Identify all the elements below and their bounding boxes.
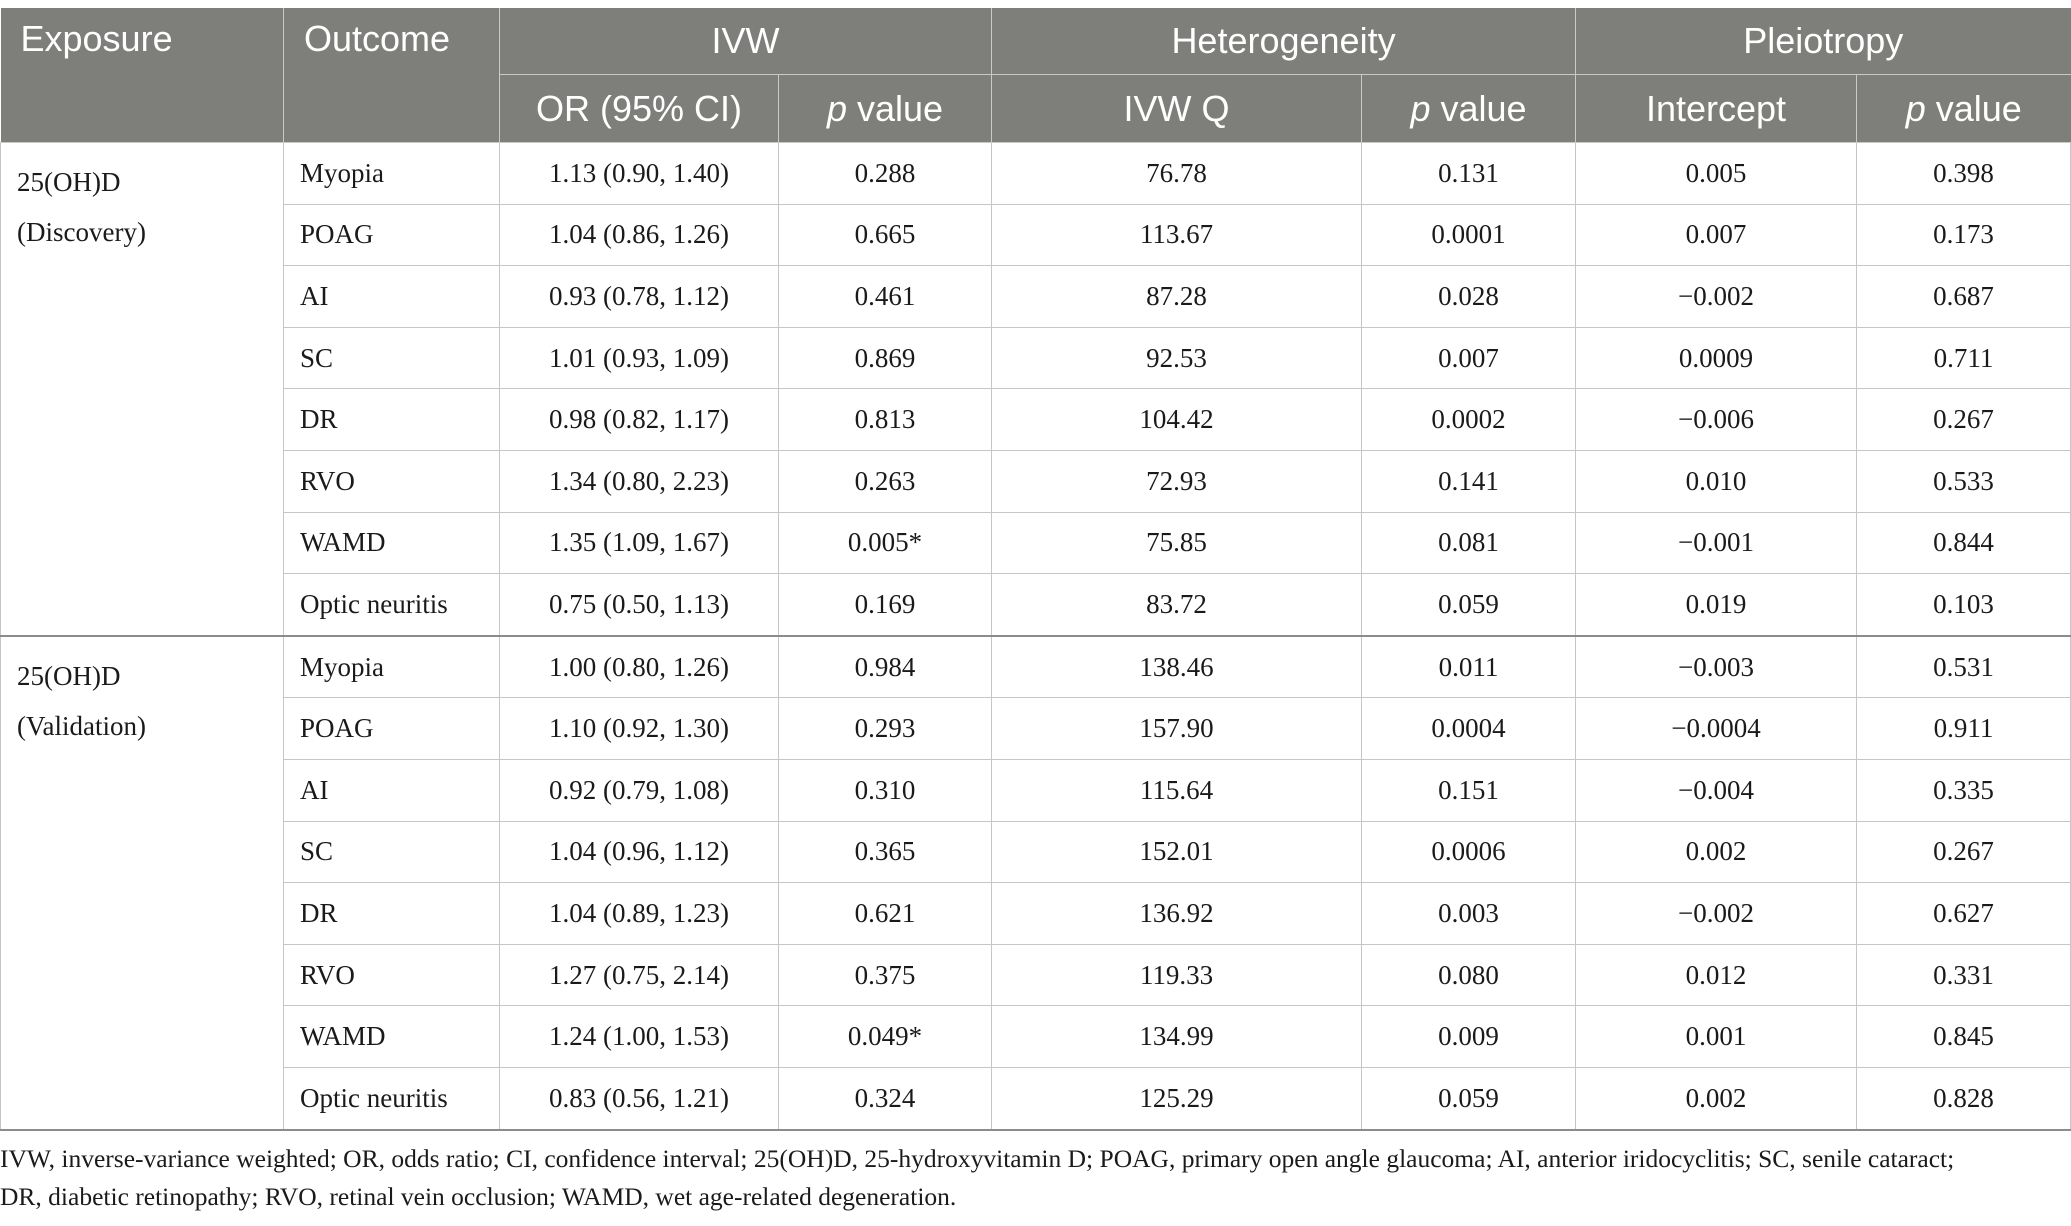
table-row (1, 143, 2071, 205)
pleiotropy-p-value-cell: 0.398 (1857, 143, 2071, 205)
heterogeneity-p-value-cell: 0.081 (1362, 512, 1576, 574)
ivw-p-value-cell: 0.984 (779, 636, 992, 698)
header-pleiotropy-p-value (1857, 75, 2071, 143)
heterogeneity-p-value-cell: 0.080 (1362, 944, 1576, 1006)
outcome-cell: RVO (284, 944, 500, 1006)
heterogeneity-p-value-cell: 0.151 (1362, 759, 1576, 821)
header-ivw: IVW (500, 8, 992, 75)
table-row (1, 1006, 2071, 1068)
outcome-cell: DR (284, 389, 500, 451)
ivw-q-cell: 119.33 (992, 944, 1362, 1006)
table-row (1, 759, 2071, 821)
ivw-q-cell: 87.28 (992, 266, 1362, 328)
p-value-label: value (1430, 87, 1527, 129)
heterogeneity-p-value-cell: 0.028 (1362, 266, 1576, 328)
heterogeneity-p-value-cell: 0.003 (1362, 883, 1576, 945)
table-footnote (0, 1140, 2060, 1216)
exposure-name: 25(OH)D (17, 167, 121, 197)
pleiotropy-p-value-cell: 0.627 (1857, 883, 2071, 945)
pleiotropy-p-value-cell: 0.828 (1857, 1067, 2071, 1129)
or-ci-cell: 0.75 (0.50, 1.13) (500, 574, 779, 636)
intercept-cell: −0.002 (1576, 266, 1857, 328)
ivw-q-cell: 115.64 (992, 759, 1362, 821)
header-intercept: Intercept (1576, 75, 1857, 143)
p-symbol: p (826, 87, 847, 129)
intercept-cell: 0.019 (1576, 574, 1857, 636)
intercept-cell: −0.001 (1576, 512, 1857, 574)
or-ci-cell: 1.04 (0.96, 1.12) (500, 821, 779, 883)
intercept-cell: −0.003 (1576, 636, 1857, 698)
or-ci-cell: 0.93 (0.78, 1.12) (500, 266, 779, 328)
intercept-cell: 0.010 (1576, 450, 1857, 512)
ivw-p-value-cell: 0.324 (779, 1067, 992, 1129)
header-exposure: Exposure (1, 8, 284, 143)
exposure-cell (1, 636, 284, 1130)
intercept-cell: 0.0009 (1576, 327, 1857, 389)
intercept-cell: 0.002 (1576, 1067, 1857, 1129)
table-row (1, 821, 2071, 883)
outcome-cell: POAG (284, 698, 500, 760)
pleiotropy-p-value-cell: 0.531 (1857, 636, 2071, 698)
table-row (1, 1067, 2071, 1129)
outcome-cell: SC (284, 327, 500, 389)
ivw-q-cell: 125.29 (992, 1067, 1362, 1129)
pleiotropy-p-value-cell: 0.844 (1857, 512, 2071, 574)
or-ci-cell: 1.24 (1.00, 1.53) (500, 1006, 779, 1068)
ivw-p-value-cell: 0.375 (779, 944, 992, 1006)
pleiotropy-p-value-cell: 0.687 (1857, 266, 2071, 328)
heterogeneity-p-value-cell: 0.141 (1362, 450, 1576, 512)
table-row (1, 204, 2071, 266)
outcome-cell: POAG (284, 204, 500, 266)
p-value-label: value (846, 87, 944, 129)
heterogeneity-p-value-cell: 0.009 (1362, 1006, 1576, 1068)
outcome-cell: DR (284, 883, 500, 945)
footnote-line-2: DR, diabetic retinopathy; RVO, retinal vein occlusion; WAMD, wet age-related degeneration. (0, 1182, 957, 1211)
outcome-cell: Optic neuritis (284, 574, 500, 636)
mendelian-randomization-results-table (0, 8, 2071, 1131)
heterogeneity-p-value-cell: 0.0001 (1362, 204, 1576, 266)
exposure-cell (1, 143, 284, 636)
header-ivw-q: IVW Q (992, 75, 1362, 143)
ivw-q-cell: 83.72 (992, 574, 1362, 636)
table-row (1, 883, 2071, 945)
pleiotropy-p-value-cell: 0.335 (1857, 759, 2071, 821)
exposure-dataset: (Validation) (17, 710, 146, 741)
table-row (1, 944, 2071, 1006)
table-row (1, 450, 2071, 512)
outcome-cell: AI (284, 266, 500, 328)
ivw-q-cell: 157.90 (992, 698, 1362, 760)
ivw-q-cell: 92.53 (992, 327, 1362, 389)
pleiotropy-p-value-cell: 0.267 (1857, 389, 2071, 451)
outcome-cell: Myopia (284, 143, 500, 205)
intercept-cell: −0.0004 (1576, 698, 1857, 760)
header-or-ci: OR (95% CI) (500, 75, 779, 143)
outcome-cell: Optic neuritis (284, 1067, 500, 1129)
pleiotropy-p-value-cell: 0.103 (1857, 574, 2071, 636)
intercept-cell: −0.002 (1576, 883, 1857, 945)
outcome-cell: Myopia (284, 636, 500, 698)
outcome-cell: SC (284, 821, 500, 883)
or-ci-cell: 1.01 (0.93, 1.09) (500, 327, 779, 389)
ivw-p-value-cell: 0.293 (779, 698, 992, 760)
heterogeneity-p-value-cell: 0.007 (1362, 327, 1576, 389)
intercept-cell: 0.002 (1576, 821, 1857, 883)
ivw-p-value-cell: 0.005* (779, 512, 992, 574)
heterogeneity-p-value-cell: 0.0006 (1362, 821, 1576, 883)
ivw-p-value-cell: 0.665 (779, 204, 992, 266)
outcome-cell: AI (284, 759, 500, 821)
exposure-name: 25(OH)D (17, 660, 121, 691)
header-heterogeneity: Heterogeneity (992, 8, 1576, 75)
table-row (1, 327, 2071, 389)
header-heterogeneity-p-value (1362, 75, 1576, 143)
ivw-q-cell: 152.01 (992, 821, 1362, 883)
or-ci-cell: 1.27 (0.75, 2.14) (500, 944, 779, 1006)
table-row (1, 512, 2071, 574)
footnote-line-1: IVW, inverse-variance weighted; OR, odds ratio; CI, confidence interval; 25(OH)D, 25-hydroxyvitamin D; POAG, primary open angle glaucoma; AI, anterior iridocyclitis; SC, senile cataract; (0, 1144, 1955, 1173)
heterogeneity-p-value-cell: 0.059 (1362, 574, 1576, 636)
or-ci-cell: 1.34 (0.80, 2.23) (500, 450, 779, 512)
or-ci-cell: 1.04 (0.89, 1.23) (500, 883, 779, 945)
intercept-cell: −0.004 (1576, 759, 1857, 821)
outcome-cell: RVO (284, 450, 500, 512)
p-value-label: value (1925, 87, 2022, 129)
or-ci-cell: 1.10 (0.92, 1.30) (500, 698, 779, 760)
ivw-p-value-cell: 0.263 (779, 450, 992, 512)
or-ci-cell: 0.83 (0.56, 1.21) (500, 1067, 779, 1129)
intercept-cell: 0.012 (1576, 944, 1857, 1006)
header-pleiotropy: Pleiotropy (1576, 8, 2071, 75)
p-symbol: p (1905, 87, 1926, 129)
table-row (1, 698, 2071, 760)
or-ci-cell: 1.35 (1.09, 1.67) (500, 512, 779, 574)
outcome-cell: WAMD (284, 512, 500, 574)
table-header (1, 8, 2071, 143)
pleiotropy-p-value-cell: 0.267 (1857, 821, 2071, 883)
intercept-cell: −0.006 (1576, 389, 1857, 451)
ivw-q-cell: 75.85 (992, 512, 1362, 574)
ivw-p-value-cell: 0.169 (779, 574, 992, 636)
pleiotropy-p-value-cell: 0.173 (1857, 204, 2071, 266)
pleiotropy-p-value-cell: 0.845 (1857, 1006, 2071, 1068)
or-ci-cell: 1.00 (0.80, 1.26) (500, 636, 779, 698)
ivw-p-value-cell: 0.365 (779, 821, 992, 883)
ivw-q-cell: 138.46 (992, 636, 1362, 698)
ivw-p-value-cell: 0.049* (779, 1006, 992, 1068)
header-outcome: Outcome (284, 8, 500, 143)
header-ivw-p-value (779, 75, 992, 143)
exposure-dataset: (Discovery) (17, 217, 146, 247)
ivw-q-cell: 104.42 (992, 389, 1362, 451)
ivw-p-value-cell: 0.813 (779, 389, 992, 451)
p-symbol: p (1410, 87, 1431, 129)
intercept-cell: 0.005 (1576, 143, 1857, 205)
ivw-q-cell: 113.67 (992, 204, 1362, 266)
heterogeneity-p-value-cell: 0.011 (1362, 636, 1576, 698)
or-ci-cell: 1.04 (0.86, 1.26) (500, 204, 779, 266)
table-body (1, 143, 2071, 1130)
table-row (1, 389, 2071, 451)
ivw-p-value-cell: 0.310 (779, 759, 992, 821)
heterogeneity-p-value-cell: 0.059 (1362, 1067, 1576, 1129)
table-row (1, 636, 2071, 698)
ivw-q-cell: 72.93 (992, 450, 1362, 512)
pleiotropy-p-value-cell: 0.331 (1857, 944, 2071, 1006)
heterogeneity-p-value-cell: 0.131 (1362, 143, 1576, 205)
heterogeneity-p-value-cell: 0.0002 (1362, 389, 1576, 451)
pleiotropy-p-value-cell: 0.911 (1857, 698, 2071, 760)
intercept-cell: 0.001 (1576, 1006, 1857, 1068)
heterogeneity-p-value-cell: 0.0004 (1362, 698, 1576, 760)
ivw-p-value-cell: 0.621 (779, 883, 992, 945)
outcome-cell: WAMD (284, 1006, 500, 1068)
ivw-p-value-cell: 0.461 (779, 266, 992, 328)
table-row (1, 574, 2071, 636)
ivw-q-cell: 76.78 (992, 143, 1362, 205)
ivw-p-value-cell: 0.288 (779, 143, 992, 205)
table-row (1, 266, 2071, 328)
pleiotropy-p-value-cell: 0.711 (1857, 327, 2071, 389)
intercept-cell: 0.007 (1576, 204, 1857, 266)
ivw-p-value-cell: 0.869 (779, 327, 992, 389)
or-ci-cell: 0.98 (0.82, 1.17) (500, 389, 779, 451)
or-ci-cell: 0.92 (0.79, 1.08) (500, 759, 779, 821)
or-ci-cell: 1.13 (0.90, 1.40) (500, 143, 779, 205)
pleiotropy-p-value-cell: 0.533 (1857, 450, 2071, 512)
ivw-q-cell: 136.92 (992, 883, 1362, 945)
ivw-q-cell: 134.99 (992, 1006, 1362, 1068)
results-table-container (0, 8, 2070, 1131)
